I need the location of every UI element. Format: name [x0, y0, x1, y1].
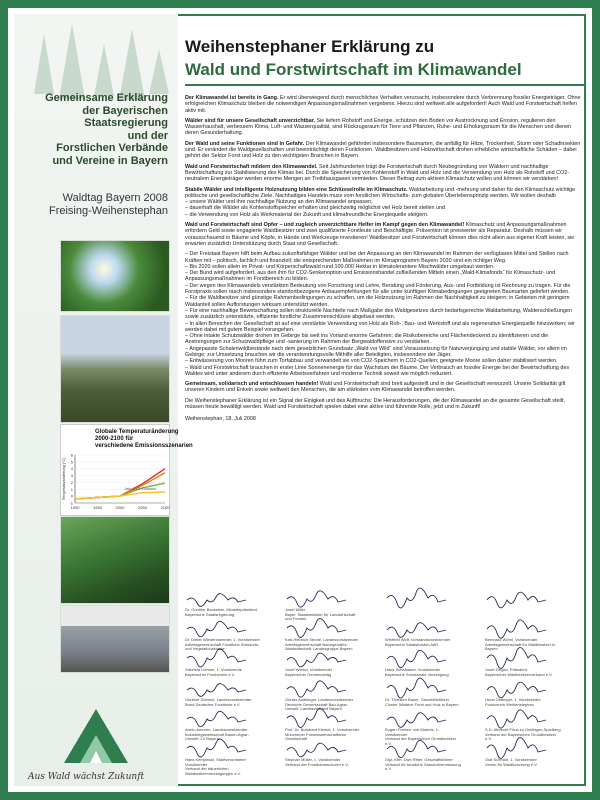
signatory-name: Stephan Müller, 1. Vorsitzender — [285, 757, 341, 762]
signature — [385, 713, 457, 746]
handwritten-signature — [485, 623, 551, 637]
signature — [185, 593, 257, 622]
handwritten-signature — [185, 683, 251, 697]
event-name: Waldtag Bayern 2008 — [62, 192, 168, 204]
signature — [485, 683, 557, 712]
signatory-caption — [185, 608, 261, 617]
signatory-caption — [285, 668, 361, 677]
paragraph-lead: Wald und Forstwirtschaft mildern den Klimawandel. — [185, 163, 318, 170]
signatory-caption — [285, 758, 361, 767]
handwritten-signature — [485, 593, 551, 607]
signature — [285, 623, 357, 652]
damaged-forest-photo — [60, 315, 170, 423]
x-tick-label: 2000 — [115, 505, 125, 510]
signatory-organization: Bayerischer Forstverein e.V. — [185, 671, 236, 677]
signature — [285, 743, 357, 772]
handwritten-signature — [285, 683, 351, 697]
signature — [285, 683, 357, 712]
signatory-caption — [185, 668, 261, 677]
signatory-caption — [185, 758, 261, 776]
paragraph — [185, 187, 585, 200]
paragraph — [185, 164, 585, 183]
series-line — [75, 492, 165, 499]
handwritten-signature — [285, 623, 351, 637]
signature — [385, 653, 457, 682]
left-heading-line: Gemeinsame Erklärung — [45, 92, 168, 104]
signatory-organization: Bayerische Staatsforsten AöR — [385, 641, 439, 647]
signatory-name: Bernhard Wöhrl, Vorsitzender — [485, 637, 538, 642]
signature — [285, 713, 360, 742]
goals-list — [185, 199, 585, 218]
handwritten-signature — [385, 623, 451, 637]
forest-sunburst-photo — [60, 240, 170, 312]
event-location: Freising-Weihenstephan — [48, 205, 168, 217]
paragraph-text: Klimaschutz und Anpassungsmaßnahmen erfordern Geld sowie engagierte Waldbesitzer und zwei qualifizierte Forstleute und Beschäftigte. Prävention ist preiswerter als Reparatur. Deshalb müssen wir vorausschauend in Bäume und Köpfe, in Hände und Werkzeuge investieren! Waldbesitzer und Forstwirtschaft können dies nicht allein aus eigener Kraft leisten, sie erwarten zusätzlich Unterstützung durch Staat und Gesellschaft. — [185, 222, 575, 247]
title-line-2: Wald und Forstwirtschaft im Klimawandel — [185, 60, 522, 79]
handwritten-signature — [185, 713, 251, 727]
signatory-name: Günter Auditinger, Landesvorsitzender — [285, 697, 354, 702]
signature — [185, 743, 257, 776]
x-tick-label: 2050 — [138, 505, 147, 510]
handwritten-signature — [485, 683, 551, 697]
list-item: – Der Freistaat Bayern hilft beim Aufbau zukunftsfähiger Wälder und bei der Anpassung an den Klimawandel im Rahmen der verfügbaren Mittel und Stellen nach Kräften mit – politisch, fachlich und finanziell; die entsprechenden Maßnahmen im Klimaprogramm Bayern 2020 sind ein richtiger Weg. — [185, 251, 585, 264]
handwritten-signature — [385, 743, 451, 757]
event-info — [18, 192, 168, 218]
signatory-name: Karl-Heinrich Strohe, Landesvorsitzender — [285, 637, 359, 642]
x-tick-label: 2100 — [160, 505, 170, 510]
handwritten-signature — [385, 683, 451, 697]
signatory-caption — [485, 698, 561, 707]
left-heading-line: und der — [127, 129, 168, 142]
paragraph-lead: Wälder sind für unsere Gesellschaft unverzichtbar. — [185, 117, 316, 124]
list-item: – Für die Waldbesitzer sind günstige Rahmenbedingungen zu schaffen, um die Holznutzung im Rahmen der Nachhaltigkeit zu steigern; in Gebieten mit geringem Waldanteil sollen Aufforstungen wirksam unterstützt werden. — [185, 295, 585, 308]
paragraph-lead: Wald und Forstwirtschaft sind Opfer – und zugleich unverzichtbare Helfer im Kampf gegen den Klimawandel! — [185, 222, 465, 229]
chart-title: Globale Temperaturänderung — [95, 429, 179, 435]
group-photo — [60, 605, 170, 673]
signatory-name: Josef Miller — [285, 607, 306, 612]
signatory-organization: Verband der Bayerischen Grundbesitzer e.V. — [485, 731, 557, 742]
left-heading-line: der Bayerischen — [82, 104, 168, 117]
paragraph: Die Weihenstephaner Erklärung ist ein Signal der Einigkeit und des Aufbruchs: Die Herausforderungen, die der Klimawandel an die gesamte Gesellschaft stellt, müssen heute bewältigt werden. Wald und Forstwirtschaft spielen dabei eine aktive und führende Rolle, jetzt und in Zukunft! — [185, 397, 565, 411]
paragraph-text: Der Klimawandel gefährdet insbesondere Baumarten, die anfällig für Hitze, Trockenheit, Sturm oder Schadinsekten sind. Er verändert die Waldgesellschaften und beeinträchtigt deren Funktionen. Waldbesitzern und Holzwirtschaft drohen erhebliche wirtschaftliche Schäden – dabei gehört der Sektor Forst und Holz zu den wichtigsten Branchen in Bayern. — [185, 140, 581, 160]
signatory-name: Horst Oettinger, 1. Vorsitzender — [485, 697, 541, 702]
handwritten-signature — [385, 653, 451, 667]
paragraph-text: Waldarbeitung und -mehrung sind daher für den Klimaschutz wichtige politische und gesellschaftliche Ziele. Nachhaltiges Handeln muss vom forstlichen Wirtschafts- zum globalen Überlebensprinzip werden. Wir wollen deshalb — [185, 186, 576, 199]
signatory-organization: Verein für Waldforschung e.V. — [485, 761, 538, 767]
list-item: – Angepasste Schalenwildbestände nach dem gesetzlichen Grundsatz „Wald vor Wild“ sind Voraussetzung für Naturverjüngung und stabile Wälder, vor allem im Gebirge; zur Umsetzung brauchen wir die verantwortungsvolle Mithilfe aller Beteiligten, insbesondere der Jäger. — [185, 346, 585, 359]
signatory-organization: Bayerischer Gemeindetag — [285, 671, 332, 677]
x-tick-label: 1950 — [93, 505, 102, 510]
paragraph-text: Wald und Forstwirtschaft sind breit aufgestellt und in der Gesellschaft verwurzelt. Unsere Solidarität gilt unseren Kindern und Enkeln sowie weltweit den Menschen, die am stärksten vom Klimawandel betroffen werden. — [185, 381, 566, 394]
handwritten-signature — [385, 593, 451, 607]
declaration-body — [185, 95, 585, 427]
list-item: – In allen Bereichen der Gesellschaft ist auf eine verstärkte Verwendung von Holz als Roh-, Bau- und Werkstoff und als regenerative Energiequelle hinzuwirken; wir werden dabei mit gutem Beispiel vorangehen. — [185, 321, 585, 334]
signatory-organization: Bayerische Schutzwald Vereinigung — [385, 671, 449, 677]
signatory-name: Gabriela Lienner, 1. Vorsitzende — [185, 667, 242, 672]
y-tick-label: 3 — [70, 473, 73, 479]
signature — [385, 683, 457, 712]
signatory-caption — [385, 638, 461, 647]
list-item: – Ohne intakte Schutzwälder drohen im Gebirge bis weit ins Vorland enorme Gefahren; die Risikobereiche und Flächendeckend zu identifizieren und die Anstrengungen zur Schutzwaldpflege und -sanierung im Rahmen der Bergwaldoffensive zu verstärken. — [185, 333, 585, 346]
signatures-block — [185, 593, 585, 783]
signatory-name: Dr. Dieter Wiedenhammer, 1. Vorsitzender — [185, 637, 260, 642]
y-tick-label: 4 — [70, 466, 73, 472]
signatory-name: Dr. Günther Beckstein, Ministerpräsident — [185, 607, 257, 612]
signature — [185, 653, 257, 682]
left-heading-line: Forstlichen Verbände — [56, 142, 168, 154]
signatory-organization: Verband der Forstbaumschulen e.V. — [285, 761, 349, 767]
signatory-organization: Bayerische Staatsregierung — [185, 611, 235, 617]
signatory-organization: Verband der bäuerlichen Waldbesitzervereinigungen e.V. — [185, 766, 241, 776]
paragraph — [185, 381, 585, 394]
paragraph-text: Er wird überwiegend durch menschliches Verhalten verursacht, insbesondere durch Verbrennung fossiler Energieträger. Ohne erfolgreichen Klimaschutz bleiben die notwendigen Anpassungsmaßnahmen vergebens. Hierzu sind weltweit alle aufgefordert! Auch Wald und Forstwirtschaft helfen aktiv mit. — [185, 95, 581, 114]
signatory-organization: Bayer. Staatsminister für Landwirtschaft und Forsten — [285, 611, 356, 622]
list-item: – dauerhaft die Wälder als Kohlenstoffspeicher erhalten und gleichzeitig möglichst viel Holz bereit stellen und — [185, 205, 585, 211]
signatory-caption — [185, 638, 261, 652]
list-item: – unsere Wälder und ihre nachhaltige Nutzung an den Klimawandel anpassen, — [185, 199, 585, 205]
handwritten-signature — [285, 743, 351, 757]
handwritten-signature — [185, 743, 251, 757]
signatory-caption — [285, 728, 361, 742]
series-line — [75, 469, 165, 499]
slogan: Aus Wald wächst Zukunft — [28, 772, 145, 782]
y-tick-label: -1 — [69, 500, 73, 506]
paragraph-text: Seit Jahrhunderten trägt die Forstwirtschaft durch Neubegründung von Wäldern und nachhaltige Bewirtschaftung zur Stabilisierung des Klimas bei. Durch die Speicherung von Kohlenstoff in Wald und Holz und die Verwendung von Holz als Rohstoff und CO2-neutralem Energieträger werden enorme Mengen an Treibhausgasen vermieden. Dieser Beitrag zum aktiven Klimaschutz wollen und können wir verstärken! — [185, 163, 570, 183]
declaration-date: Weihenstephan, 18. Juli 2008 — [185, 416, 256, 423]
signatory-organization: Arbeitsgemeinschaft Naturgemäße Waldwirtschaft, Landesgruppe Bayern — [285, 641, 353, 652]
signatory-caption — [385, 698, 461, 707]
list-item: – Bis 2020 sollen allein im Privat- und Körperschaftswald rund 100.000 Hektar in klimatolerantere Mischwälder umgebaut werden. — [185, 264, 585, 270]
signatory-caption — [385, 758, 461, 772]
left-heading-line: Staatsregierung — [84, 117, 168, 129]
temperature-chart-svg — [61, 425, 193, 515]
signatory-organization: Forstverein Weihenstephan — [485, 701, 534, 707]
paragraph-text: Sie liefern Rohstoff und Energie, schützen den Boden vor Austrocknung und Erosion, regulieren den Wasserhaushalt, verbessern Klima, Luft- und Wasserqualität, sind Rückzugsraum für Tiere und Pflanzen, Ruhe- und Erholungsraum für die Menschen und dienen deren Gesunderhaltung. — [185, 117, 572, 137]
signatory-organization: Deutsche Gewerkschaft Bau-Agrar-Umwelt, Landesverband Bayern — [285, 701, 349, 712]
y-tick-label: 6 — [70, 452, 73, 458]
title-line-1: Weihenstephaner Erklärung zu — [185, 37, 435, 56]
paragraph-lead: Gemeinsam, solidarisch und entschlossen handeln! — [185, 381, 319, 388]
handwritten-signature — [285, 653, 351, 667]
list-item: – Der Bund wird aufgefordert, aus den ihm für CO2-Senkenoption und Emissionshandel zufließenden Mitteln einen „Wald-Klimafonds“ für Klimaschutz- und Anpassungsmaßnahmen im Forstbereich zu bilden. — [185, 270, 585, 283]
list-item: – Der wegen des Klimawandels verstärkten Bedeutung von Forschung und Lehre, Beratung und Förderung, Aus- und Fortbildung ist Rechnung zu tragen. Für die Forstpraxis sollen rasch insbesondere standortbezogene Anbauempfehlungen für alle unter künftigen Klimabedingungen geeigneten Baumarten geliefert werden. — [185, 283, 585, 296]
signature — [385, 743, 461, 772]
signatory-name: S.D. Albrecht Fürst zu Oettingen-Spielberg — [485, 727, 561, 732]
chart-annotation: Jahr 2000 Konstant — [124, 486, 156, 491]
y-tick-label: 1 — [70, 486, 73, 492]
signature — [185, 623, 260, 652]
signatory-name: Olaf Schmidt, 1. Vorsitzender — [485, 757, 537, 762]
signatory-organization: Verband für forstliche Standortvermessung e.V. — [385, 761, 461, 772]
signatory-name: Hans Kempinski, Stadtverordneter Vorsitzender — [185, 757, 246, 767]
signatory-name: Prof. Dr. Burkhard Kiemel, 1. Vorsitzender — [285, 727, 360, 732]
left-heading — [18, 92, 168, 167]
temperature-chart — [60, 424, 193, 516]
signatory-name: Josef Ziegler, Präsident — [485, 667, 527, 672]
signatory-name: Winfried Wolf, Vorstandsvorsitzender — [385, 637, 451, 642]
paragraph — [185, 95, 585, 114]
mountain-logo — [60, 705, 132, 767]
signature — [385, 593, 457, 622]
list-item: – Entwässerung von Mooren führt zum Torfabbau und verwandelt sie von CO2-Speichern in CO2-Quellen; geeignete Moore sollen daher stabilisiert werden. — [185, 358, 585, 364]
green-forest-photo — [60, 516, 170, 604]
paragraph-lead: Der Klimawandel ist bereits in Gang. — [185, 95, 279, 101]
signatory-caption — [385, 668, 461, 677]
paragraph — [185, 118, 585, 137]
y-axis-label: Temperaturänderung (°C) — [62, 457, 66, 501]
list-item: – Wald und Forstwirtschaft brauchen in erster Linie Sonnenenergie für das Wachstum der Bäume. Der Verbrauch an fossiler Energie bei der Bewirtschaftung des Waldes wird unter anderem durch effiziente Arbeitsverfahren und moderne Technik soweit wie möglich reduziert. — [185, 365, 585, 378]
list-item: – die Verwendung von Holz als Werkmaterial der Zukunft und klimafreundliche Energiequelle steigern. — [185, 212, 585, 218]
chart-title: verschiedene Emissionsszenarien — [95, 443, 193, 449]
handwritten-signature — [485, 653, 551, 667]
signature — [185, 683, 257, 712]
signatory-caption — [485, 758, 561, 767]
signature — [285, 593, 357, 622]
handwritten-signature — [185, 623, 251, 637]
signatory-organization: Bayerischer Waldbesitzerverband e.V. — [485, 671, 553, 677]
left-heading-line: und Vereine in Bayern — [52, 154, 168, 167]
signatory-name: Josef Wiesel, Vorsitzender — [285, 667, 333, 672]
y-tick-label: 5 — [70, 459, 73, 465]
signatory-name: Dr. Thorsten Bauer, Geschäftsführer — [385, 697, 450, 702]
signatory-name: Gunther Dohmel, Landesvorsitzender — [185, 697, 252, 702]
paragraph — [185, 141, 585, 160]
signatory-organization: Verband der Bayerischen Grundbesitzer e.V. — [385, 736, 457, 746]
y-tick-label: 2 — [70, 479, 73, 485]
signatory-name: Armin Amrehn, Landesvorsitzender — [185, 727, 248, 732]
handwritten-signature — [485, 743, 551, 757]
signatory-caption — [285, 638, 361, 652]
tree-illustration — [14, 14, 178, 104]
signatory-name: Hans Schafbauer, Vorsitzender — [385, 667, 441, 672]
chart-title: 2000-2100 für — [95, 436, 134, 442]
signatory-organization: Arbeitsgemeinschaft für Waldbesitzer in Bayern — [485, 641, 556, 652]
paragraph — [185, 222, 585, 247]
signatory-organization: Industriegewerkschaft Bauen-Agrar-Umwelt, LV Bayern — [185, 731, 250, 742]
signatory-organization: Bund Deutscher Forstleute e.V. — [185, 701, 241, 707]
signatory-caption — [185, 698, 261, 707]
y-tick-label: 0 — [70, 493, 73, 499]
signature — [485, 743, 557, 772]
handwritten-signature — [485, 713, 551, 727]
measures-list — [185, 251, 585, 377]
handwritten-signature — [185, 653, 251, 667]
signature — [185, 713, 257, 742]
title-divider — [185, 84, 585, 86]
handwritten-signature — [285, 593, 351, 607]
signatory-caption — [485, 668, 561, 677]
list-item: – Für eine nachhaltige Bewirtschaftung sollen strukturelle Nachteile nach Maßgabe des Waldgesetzes durch bedarfsgerechte Waldarbeitung, Walderschließungen sowie zusätzlich unterstützte, effiziente forstliche Zusammenschlüsse abgebaut werden. — [185, 308, 585, 321]
handwritten-signature — [185, 593, 251, 607]
paragraph-lead: Stabile Wälder und intelligente Holznutzung bilden eine Schlüsselrolle im Klimaschutz. — [185, 186, 408, 193]
signature — [285, 653, 357, 682]
signature — [485, 593, 557, 622]
paragraph-lead: Der Wald und seine Funktionen sind in Gefahr. — [185, 140, 305, 147]
signature — [485, 653, 557, 682]
signatory-organization: Cluster Initiative Forst und Holz in Bayern — [385, 701, 459, 707]
handwritten-signature — [385, 713, 451, 727]
signatory-name: Eugen Freiherr von Martels, 1. Vorsitzender — [385, 727, 440, 737]
handwritten-signature — [285, 713, 351, 727]
signatory-name: Dipl.-Kfm. Uwe Ritter, Geschäftsführer — [385, 757, 453, 762]
signatory-organization: Münchener Forstwissenschaftliche Gesellschaft — [285, 731, 347, 742]
signatory-organization: Arbeitsgemeinschaft Forstliche Standorts- und Vegetationskunde — [185, 641, 260, 652]
signature — [385, 623, 457, 652]
x-tick-label: 1900 — [70, 505, 80, 510]
signatory-caption — [185, 728, 261, 742]
